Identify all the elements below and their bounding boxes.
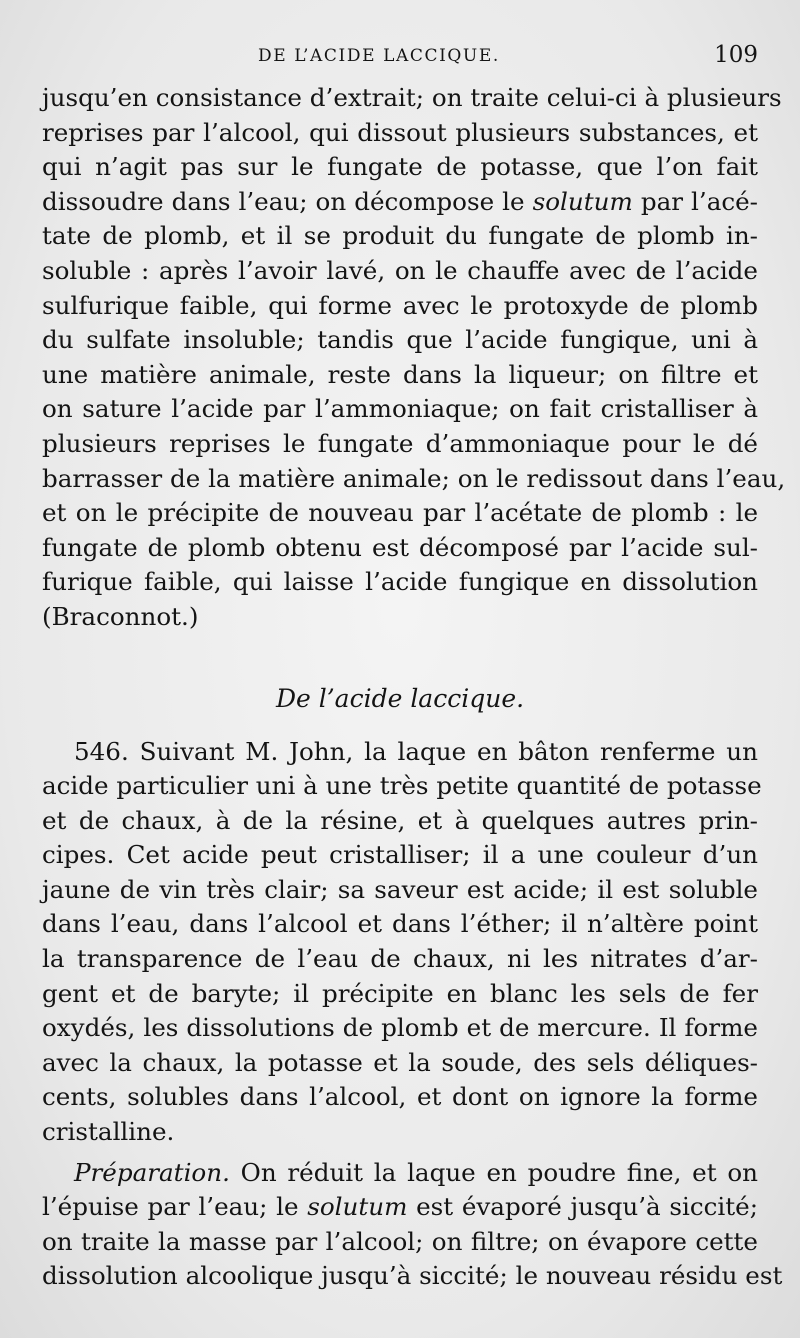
section-heading: De l’acide laccique. [275, 683, 525, 713]
text-line: du sulfate insoluble; tandis que l’acide fungique, uni à [42, 325, 758, 355]
text-line: barrasser de la matière animale; on le redissout dans l’eau, [42, 463, 786, 493]
text-line: sulfurique faible, qui forme avec le protoxyde de plomb [42, 290, 758, 320]
text-line: oxydés, les dissolutions de plomb et de mercure. Il forme [42, 1013, 758, 1043]
text-line: acide particulier uni à une très petite quantité de potasse [42, 771, 762, 801]
text-line: cipes. Cet acide peut cristalliser; il a une couleur d’un [42, 840, 758, 870]
text-line: qui n’agit pas sur le fungate de potasse, que l’on fait [42, 152, 758, 182]
text-line: furique faible, qui laisse l’acide fungique en dissolution [42, 567, 758, 597]
text-line: 546. Suivant M. John, la laque en bâton renferme un [74, 736, 758, 766]
text-line: et on le précipite de nouveau par l’acétate de plomb : le [42, 498, 758, 528]
text-line: avec la chaux, la potasse et la soude, des sels déliques- [42, 1047, 758, 1077]
italic-term: solutum [532, 186, 633, 216]
text-line: fungate de plomb obtenu est décomposé par l’acide sul- [42, 532, 758, 562]
text-line: dissoudre dans l’eau; on décompose le solutum par l’acé- [42, 186, 758, 216]
text-line: jusqu’en consistance d’extrait; on traite celui-ci à plusieurs [42, 83, 782, 112]
running-title: DE L’ACIDE LACCIQUE. [258, 46, 500, 66]
text-line: dans l’eau, dans l’alcool et dans l’éther; il n’altère point [42, 909, 758, 939]
text-line: l’épuise par l’eau; le solutum est évaporé jusqu’à siccité; [42, 1192, 758, 1222]
text-line: une matière animale, reste dans la liqueur; on filtre et [42, 359, 758, 389]
text-line: (Braconnot.) [42, 601, 199, 631]
text-line: on sature l’acide par l’ammoniaque; on fait cristalliser à [42, 394, 758, 424]
paragraph-continued [42, 81, 786, 635]
text-line: plusieurs reprises le fungate d’ammoniaque pour le dé [42, 428, 758, 458]
page-number: 109 [714, 42, 758, 68]
text-line: soluble : après l’avoir lavé, on le chauffe avec de l’acide [42, 255, 758, 285]
italic-term: solutum [307, 1192, 408, 1222]
text-line: dissolution alcoolique jusqu’à siccité; le nouveau résidu est [42, 1261, 783, 1291]
text-line: cristalline. [42, 1117, 175, 1147]
text-line: et de chaux, à de la résine, et à quelques autres prin- [42, 805, 758, 835]
text-line: tate de plomb, et il se produit du fungate de plomb in- [42, 221, 758, 251]
text-line: jaune de vin très clair; sa saveur est acide; il est soluble [42, 874, 758, 904]
text-line: Préparation. On réduit la laque en poudre fine, et on [74, 1157, 758, 1187]
running-header [0, 44, 800, 74]
text-line: cents, solubles dans l’alcool, et dont on ignore la forme [42, 1082, 758, 1112]
text-line: on traite la masse par l’alcool; on filtre; on évapore cette [42, 1226, 758, 1256]
paragraph-546 [42, 735, 762, 1150]
text-line: reprises par l’alcool, qui dissout plusieurs substances, et [42, 117, 758, 147]
text-block [42, 81, 786, 1294]
text-line: la transparence de l’eau de chaux, ni les nitrates d’ar- [42, 944, 758, 974]
paragraph-preparation [42, 1156, 783, 1294]
text-line: gent et de baryte; il précipite en blanc les sels de fer [42, 978, 758, 1008]
italic-term: Préparation. [74, 1157, 230, 1187]
